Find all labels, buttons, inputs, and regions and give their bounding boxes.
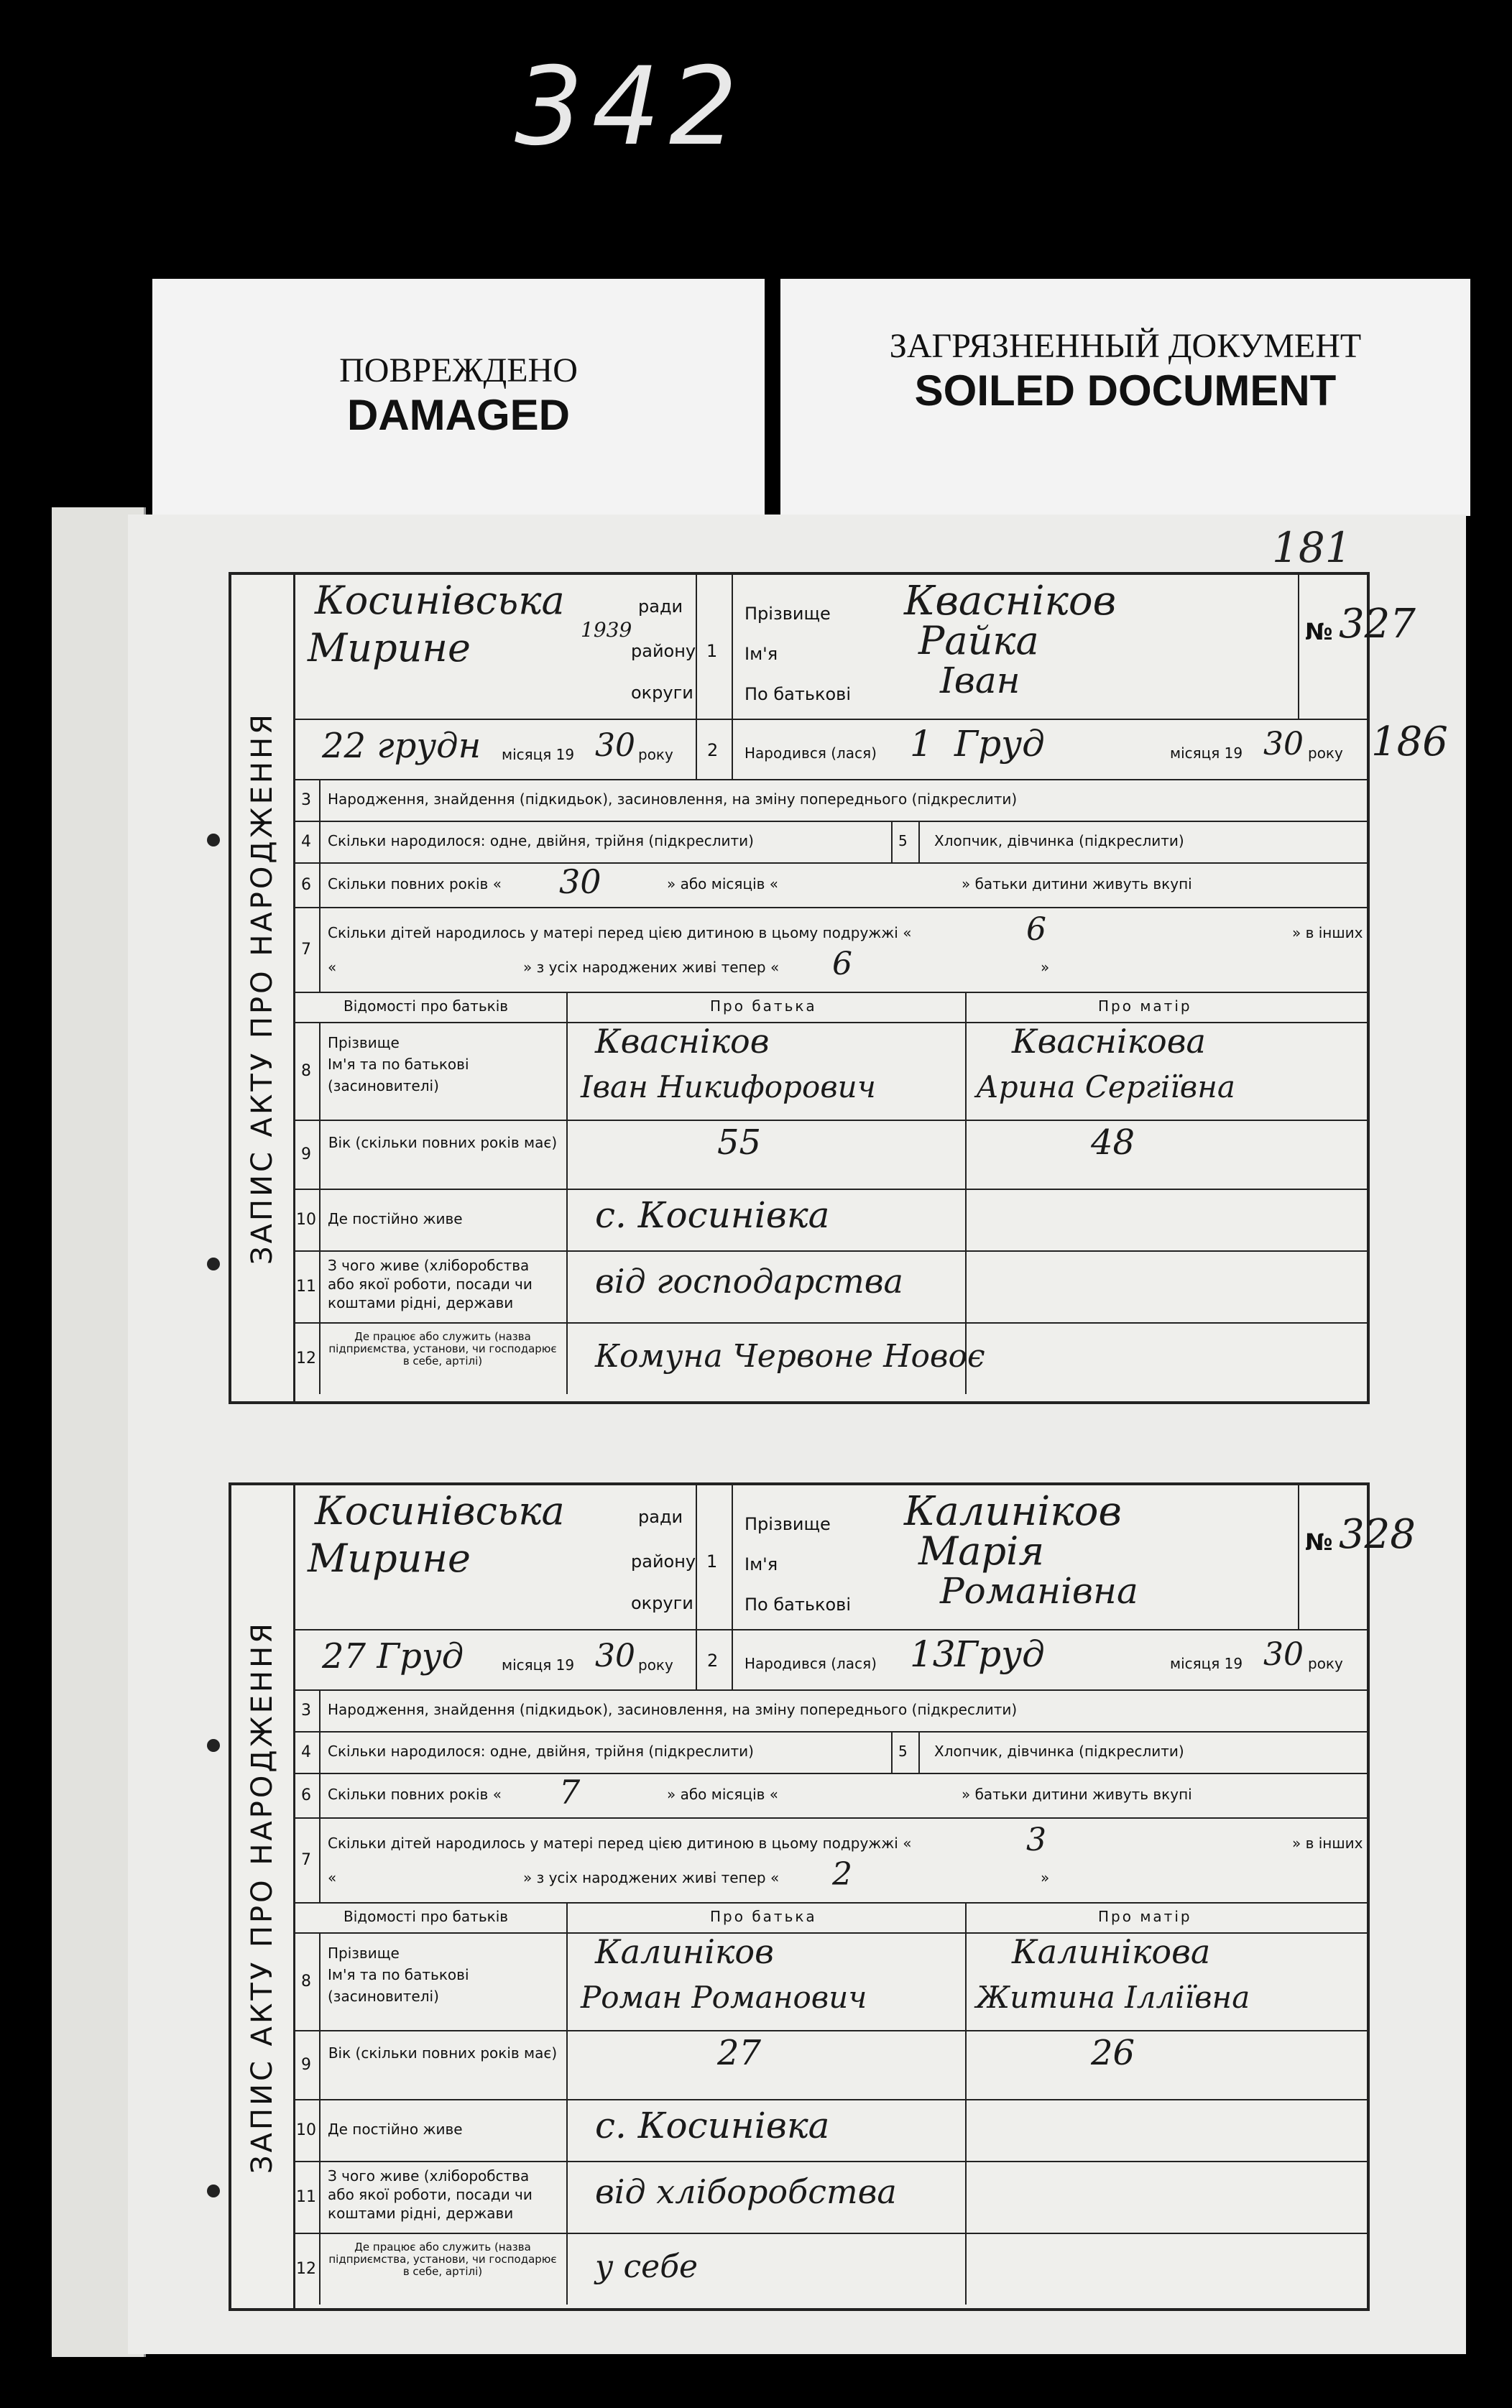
mother-age: 48 — [1091, 1122, 1135, 1163]
row-12: 12 Де працює або служить (назва підприємства, установи, чи господарює в себе, артілі) у себе — [293, 2233, 1367, 2305]
birth-type-text: Народження, знайдення (підкидьок), засиновлення, на зміну попереднього (підкреслити) — [328, 1701, 1018, 1718]
side-title-text: ЗАПИС АКТУ ПРО НАРОДЖЕННЯ — [246, 711, 279, 1265]
registration-year-label: року — [638, 1656, 673, 1674]
father-workplace: Комуна Червоне Новоє — [595, 1338, 985, 1375]
binding-hole — [207, 834, 220, 847]
binding-hole — [207, 1739, 220, 1752]
dates-row — [293, 719, 1448, 780]
name-value: Райка — [918, 618, 1039, 663]
binding-hole — [207, 2185, 220, 2197]
damaged-label-ru: ПОВРЕЖДЕНО — [339, 351, 578, 389]
born-label: Народився (лася) — [745, 1655, 877, 1672]
sex-text: Хлопчик, дівчинка (підкреслити) — [934, 1743, 1184, 1760]
father-name: Іван Никифорович — [581, 1069, 876, 1104]
born-day-value: 1 — [910, 723, 933, 765]
place-handwritten-3: 1939 — [581, 618, 632, 642]
father-residence: с. Косинівка — [595, 1194, 830, 1236]
patronymic-value: Іван — [940, 660, 1020, 701]
row-6: 6 Скільки повних років « 30 » або місяців « » батьки дитини живуть вкупі — [293, 862, 1367, 908]
name-label: Ім'я — [745, 644, 778, 664]
years-together-value: 7 — [559, 1773, 581, 1812]
row-number: 2 — [707, 1651, 719, 1671]
patronymic-value: Романівна — [940, 1570, 1138, 1612]
row-10: 10 Де постійно живе с. Косинівка — [293, 2099, 1367, 2162]
header-row — [293, 575, 1416, 720]
father-age: 55 — [717, 1122, 762, 1163]
raion-label: району — [631, 641, 696, 661]
mother-header: Про матір — [1098, 1908, 1192, 1925]
born-year-label: року — [1308, 1655, 1343, 1672]
residence-label: Де постійно живе — [328, 2121, 463, 2138]
parent-name-label: Прізвище Ім'я та по батькові (засиновителі) — [328, 1034, 469, 1094]
quote-close: » — [1041, 1869, 1050, 1886]
birth-record-form-2 — [229, 1482, 1416, 2311]
row-9: 9 Вік (скільки повних років має) 27 26 — [293, 2030, 1367, 2100]
margin-note: 186 — [1371, 719, 1448, 765]
born-label: Народився (лася) — [745, 744, 877, 762]
surname-value: Калиніков — [904, 1488, 1122, 1535]
alive-now-label: » з усіх народжених живі тепер « — [523, 1869, 780, 1886]
raion-label: району — [631, 1551, 696, 1572]
row-7: 7 Скільки дітей народилось у матері перед цією дитиною в цьому подружжі « 6 » в інших « » з усіх народжених живі тепер « 6 » — [293, 907, 1367, 993]
father-header: Про батька — [710, 1908, 817, 1925]
name-label: Ім'я — [745, 1554, 778, 1574]
parents-info-header: Відомості про батьків — [344, 997, 509, 1015]
born-year-value: 30 — [1263, 726, 1304, 762]
row-number: 2 — [707, 740, 719, 760]
father-age: 27 — [717, 2033, 762, 2073]
binding-hole — [207, 1258, 220, 1270]
registration-month-label: місяця 19 — [502, 1656, 575, 1674]
workplace-label: Де працює або служить (назва підприємства, установи, чи господарює в себе, артілі) — [328, 1330, 557, 1367]
father-name: Роман Романович — [581, 1980, 867, 2015]
side-title-text: ЗАПИС АКТУ ПРО НАРОДЖЕННЯ — [246, 1620, 279, 2174]
multiplicity-text: Скільки народилося: одне, двійня, трійня (підкреслити) — [328, 832, 754, 849]
sex-text: Хлопчик, дівчинка (підкреслити) — [934, 832, 1184, 849]
mother-age: 26 — [1091, 2033, 1135, 2073]
soiled-label-ru: ЗАГРЯЗНЕННЫЙ ДОКУМЕНТ — [889, 327, 1362, 365]
quote-open: « — [328, 1869, 337, 1886]
father-workplace: у себе — [595, 2248, 699, 2285]
row-3: 3 Народження, знайдення (підкидьок), засиновлення, на зміну попереднього (підкреслити) — [293, 1689, 1367, 1733]
residence-label: Де постійно живе — [328, 1210, 463, 1227]
children-before-value: 6 — [1026, 911, 1046, 948]
registration-year-value: 30 — [595, 727, 635, 764]
livelihood-label: З чого живе (хліборобства або якої роботи, посади чи коштами рідні, держави — [328, 1257, 533, 1311]
live-together-label: » батьки дитини живуть вкупі — [962, 875, 1192, 892]
row-9: 9 Вік (скільки повних років має) 55 48 — [293, 1120, 1367, 1190]
children-before-label: Скільки дітей народилось у матері перед цією дитиною в цьому подружжі « — [328, 1835, 912, 1852]
born-month-label: місяця 19 — [1170, 744, 1243, 762]
months-label: » або місяців « — [667, 875, 778, 892]
quote-open: « — [328, 959, 337, 976]
other-marriages-label: » в інших — [1292, 1835, 1363, 1852]
years-together-value: 30 — [559, 862, 601, 901]
record-number-value: 328 — [1339, 1511, 1416, 1558]
live-together-label: » батьки дитини живуть вкупі — [962, 1786, 1192, 1803]
mother-name: Житина Ілліївна — [976, 1980, 1250, 2015]
soiled-label-en: SOILED DOCUMENT — [914, 366, 1337, 415]
birth-record-form-1 — [229, 572, 1448, 1404]
alive-now-label: » з усіх народжених живі тепер « — [523, 959, 780, 976]
months-label: » або місяців « — [667, 1786, 778, 1803]
registration-year-label: року — [638, 746, 673, 763]
okrugy-label: округи — [631, 1593, 693, 1613]
birth-type-text: Народження, знайдення (підкидьок), засиновлення, на зміну попереднього (підкреслити) — [328, 790, 1018, 808]
registration-year-value: 30 — [595, 1638, 635, 1674]
row-11: 11 З чого живе (хліборобства або якої роботи, посади чи коштами рідні, держави від господарства — [293, 1250, 1367, 1324]
alive-now-value: 2 — [832, 1856, 852, 1893]
workplace-label: Де працює або служить (назва підприємства, установи, чи господарює в себе, артілі) — [328, 2241, 557, 2278]
father-header: Про батька — [710, 997, 817, 1015]
born-month-label: місяця 19 — [1170, 1655, 1243, 1672]
row-8: 8 Прізвище Ім'я та по батькові (засиновителі) Квасніков Іван Никифорович Кваснікова Арина Сергіївна — [293, 1022, 1367, 1121]
surname-label: Прізвище — [745, 604, 831, 624]
row-8: 8 Прізвище Ім'я та по батькові (засиновителі) Калиніков Роман Романович Калинікова Житина Ілліївна — [293, 1932, 1367, 2031]
father-residence: с. Косинівка — [595, 2105, 830, 2146]
born-month-value: Груд — [954, 723, 1045, 765]
row-7: 7 Скільки дітей народилось у матері перед цією дитиною в цьому подружжі « 3 » в інших « » з усіх народжених живі тепер « 2 » — [293, 1817, 1367, 1904]
father-livelihood: від хліборобства — [595, 2172, 897, 2211]
row-number: 1 — [706, 1551, 718, 1572]
form-side-title — [231, 575, 295, 1401]
dates-row — [293, 1629, 1367, 1691]
place-handwritten-1: Косинівська — [315, 1488, 565, 1533]
rada-label: ради — [638, 1507, 683, 1527]
children-before-value: 3 — [1026, 1822, 1046, 1858]
place-handwritten-2: Мирине — [308, 1536, 471, 1581]
father-livelihood: від господарства — [595, 1262, 903, 1301]
parents-header-row — [293, 992, 1367, 1023]
row-4-5: 4 Скільки народилося: одне, двійня, трійня (підкреслити) 5 Хлопчик, дівчинка (підкреслити) — [293, 821, 1367, 864]
quote-close: » — [1041, 959, 1050, 976]
name-value: Марія — [918, 1528, 1045, 1574]
form-body — [293, 575, 1448, 1401]
row-11: 11 З чого живе (хліборобства або якої роботи, посади чи коштами рідні, держави від хліборобства — [293, 2161, 1367, 2234]
parent-name-label: Прізвище Ім'я та по батькові (засиновителі) — [328, 1945, 469, 2005]
registration-month-label: місяця 19 — [502, 746, 575, 763]
rada-label: ради — [638, 596, 683, 617]
years-together-label: Скільки повних років « — [328, 1786, 502, 1803]
row-6: 6 Скільки повних років « 7 » або місяців « » батьки дитини живуть вкупі — [293, 1773, 1367, 1819]
parents-info-header: Відомості про батьків — [344, 1908, 509, 1925]
mother-header: Про матір — [1098, 997, 1192, 1015]
archive-number: 342 — [515, 45, 747, 170]
okrugy-label: округи — [631, 683, 693, 703]
children-before-label: Скільки дітей народилось у матері перед цією дитиною в цьому подружжі « — [328, 924, 912, 941]
surname-label: Прізвище — [745, 1514, 831, 1534]
age-label: Вік (скільки повних років має) — [328, 2044, 558, 2062]
place-handwritten-1: Косинівська — [315, 578, 565, 623]
born-year-value: 30 — [1263, 1636, 1304, 1673]
alive-now-value: 6 — [832, 946, 852, 982]
multiplicity-text: Скільки народилося: одне, двійня, трійня (підкреслити) — [328, 1743, 754, 1760]
record-number-value: 327 — [1339, 601, 1416, 647]
row-number: 1 — [706, 641, 718, 661]
row-10: 10 Де постійно живе с. Косинівка — [293, 1189, 1367, 1252]
patronymic-label: По батькові — [745, 684, 851, 704]
form-side-title — [231, 1485, 295, 2308]
born-day-value: 13 — [910, 1633, 956, 1675]
mother-surname: Кваснікова — [1012, 1022, 1206, 1061]
father-surname: Калиніков — [595, 1932, 774, 1971]
age-label: Вік (скільки повних років має) — [328, 1134, 558, 1151]
place-handwritten-2: Мирине — [308, 625, 471, 670]
record-number-label: № — [1305, 1528, 1333, 1556]
soiled-label-card — [780, 279, 1470, 516]
row-12: 12 Де працює або служить (назва підприємства, установи, чи господарює в себе, артілі) Комуна Червоне Новоє — [293, 1322, 1367, 1394]
registration-date-value: 22 грудн — [322, 726, 481, 766]
form-body — [293, 1485, 1416, 2308]
registration-date-value: 27 Груд — [322, 1636, 464, 1676]
other-marriages-label: » в інших — [1292, 924, 1363, 941]
born-year-label: року — [1308, 744, 1343, 762]
patronymic-label: По батькові — [745, 1595, 851, 1615]
livelihood-label: З чого живе (хліборобства або якої роботи, посади чи коштами рідні, держави — [328, 2167, 533, 2222]
header-row — [293, 1485, 1416, 1630]
father-surname: Квасніков — [595, 1022, 770, 1061]
mother-name: Арина Сергіївна — [976, 1069, 1235, 1104]
born-month-value: Груд — [954, 1633, 1045, 1675]
row-4-5: 4 Скільки народилося: одне, двійня, трійня (підкреслити) 5 Хлопчик, дівчинка (підкреслити) — [293, 1731, 1367, 1774]
page-number: 181 — [1272, 523, 1352, 572]
mother-surname: Калинікова — [1012, 1932, 1211, 1971]
years-together-label: Скільки повних років « — [328, 875, 502, 892]
damaged-label-card — [152, 279, 765, 516]
record-number-label: № — [1305, 618, 1333, 645]
parents-header-row — [293, 1902, 1367, 1934]
damaged-label-en: DAMAGED — [347, 391, 570, 439]
row-3: 3 Народження, знайдення (підкидьок), засиновлення, на зміну попереднього (підкреслити) — [293, 779, 1367, 822]
surname-value: Квасніков — [904, 578, 1117, 624]
